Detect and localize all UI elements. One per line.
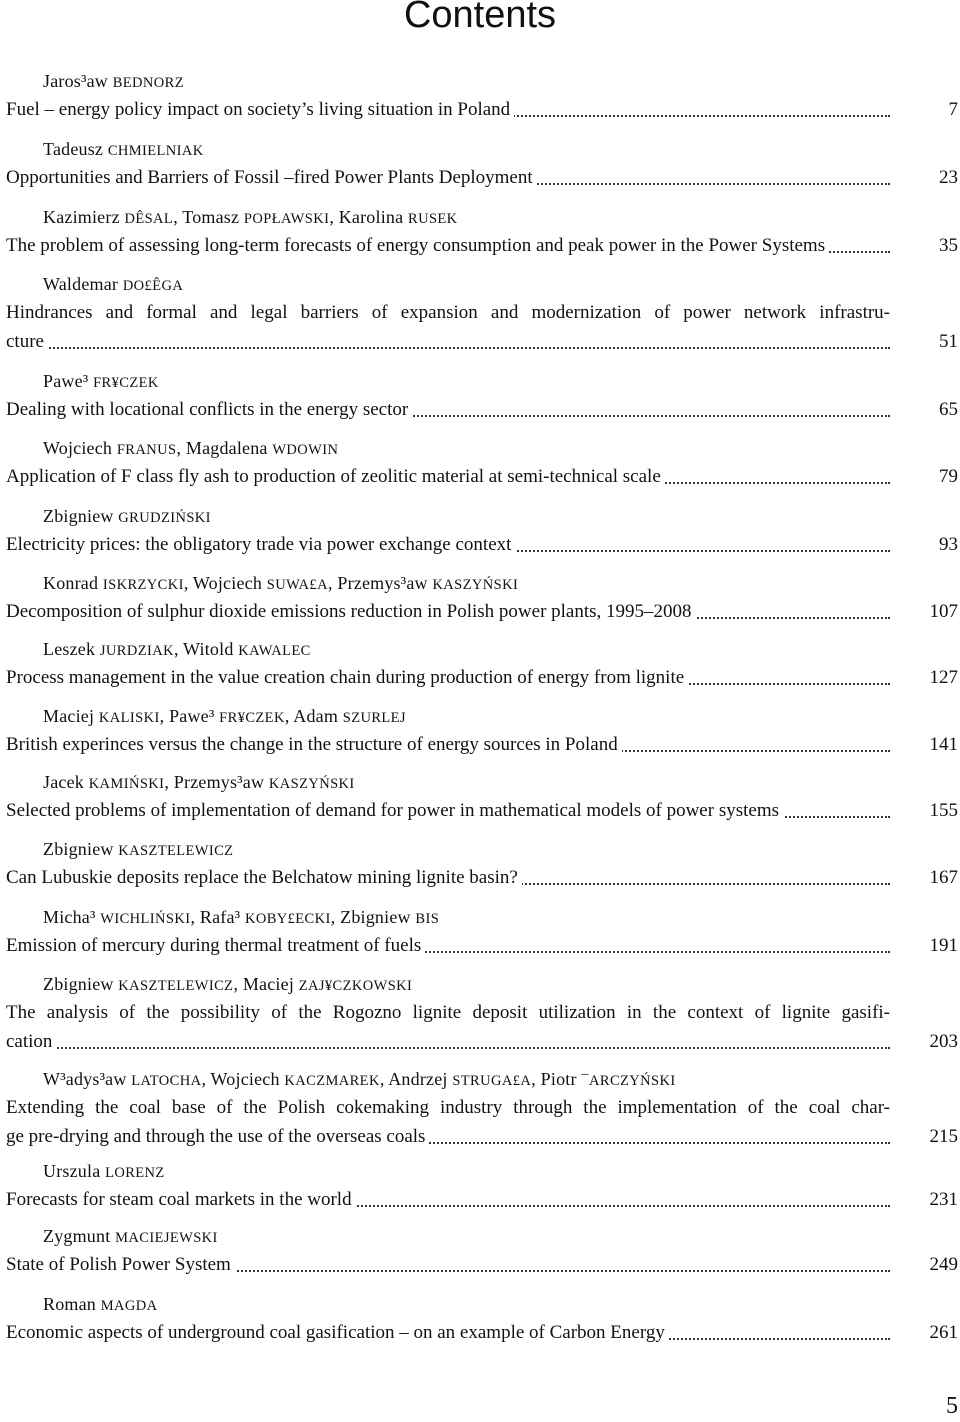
toc-authors: Leszek JURDZIAK, Witold KAWALEC — [43, 639, 311, 659]
toc-title: Application of F class fly ash to production of zeolitic material at semi-technical scale — [6, 466, 665, 487]
author-family-name: KAMIŃSKI — [88, 776, 165, 792]
toc-page-number: 215 — [929, 1126, 958, 1147]
toc-title: British experinces versus the change in the structure of energy sources in Poland — [6, 734, 622, 755]
toc-title: The analysis of the possibility of the Rogozno lignite deposit utilization in the context of lignite gasifi- — [6, 1002, 890, 1023]
toc-title: Can Lubuskie deposits replace the Belchatow mining lignite basin? — [6, 867, 522, 888]
author-given-name: Wojciech — [192, 573, 267, 593]
author-family-name: DÊSAL — [124, 211, 174, 227]
toc-title: Dealing with locational conflicts in the energy sector — [6, 399, 412, 420]
toc-title-leader — [6, 97, 890, 123]
toc-page-number: 93 — [939, 534, 958, 555]
toc-page-number: 107 — [929, 601, 958, 622]
author-given-name: Rafa³ — [199, 907, 245, 927]
toc-title: Hindrances and formal and legal barriers of expansion and modernization of power network infrastru- — [6, 302, 890, 323]
toc-page-number: 35 — [939, 235, 958, 256]
author-family-name: ZAJ¥CZKOWSKI — [298, 978, 413, 994]
toc-authors — [43, 1160, 165, 1184]
toc-title: Selected problems of implementation of demand for power in mathematical models of power systems — [6, 800, 783, 821]
toc-page-number: 23 — [939, 167, 958, 188]
toc-page-number: 65 — [939, 399, 958, 420]
author-family-name: GRUDZIŃSKI — [118, 510, 211, 526]
author-given-name: Adam — [293, 706, 343, 726]
toc-page-number: 191 — [929, 935, 958, 956]
toc-title-leader — [6, 397, 890, 423]
toc-title-leader — [6, 1029, 890, 1055]
author-given-name: Maciej — [43, 706, 99, 726]
toc-authors — [43, 138, 204, 162]
author-family-name: SZURLEJ — [342, 710, 406, 726]
toc-title-leader — [6, 1187, 890, 1213]
toc-title-leader — [6, 1124, 890, 1150]
toc-page-number: 51 — [939, 331, 958, 352]
author-family-name: MAGDA — [100, 1298, 158, 1314]
author-given-name: Roman — [43, 1294, 101, 1314]
author-family-name: MACIEJEWSKI — [115, 1230, 218, 1246]
author-given-name: Kazimierz — [43, 207, 125, 227]
author-family-name: CHMIELNIAK — [107, 143, 204, 159]
toc-authors: Maciej KALISKI, Pawe³ FR¥CZEK, Adam SZURLEJ — [43, 706, 406, 726]
author-family-name: LATOCHA — [131, 1073, 202, 1089]
author-family-name: KOBY£ECKI — [244, 911, 331, 927]
author-given-name: Zbigniew — [43, 839, 119, 859]
author-given-name: Zbigniew — [43, 974, 119, 994]
author-family-name: WICHLIŃSKI — [100, 911, 191, 927]
author-family-name: KASZYŃSKI — [432, 577, 519, 593]
toc-title-leader — [6, 732, 890, 758]
author-given-name: Zbigniew — [340, 907, 416, 927]
toc-authors — [43, 505, 211, 529]
toc-authors: Wojciech FRANUS, Magdalena WDOWIN — [43, 438, 339, 458]
author-family-name: FR¥CZEK — [93, 375, 159, 391]
toc-title: Extending the coal base of the Polish cokemaking industry through the implementation of the coal char- — [6, 1097, 890, 1118]
toc-page-number: 79 — [939, 466, 958, 487]
author-given-name: Piotr — [540, 1069, 582, 1089]
author-given-name: Maciej — [242, 974, 299, 994]
author-given-name: Micha³ — [43, 907, 101, 927]
toc-title-leader — [6, 233, 890, 259]
author-given-name: Waldemar — [43, 274, 123, 294]
toc-authors: Zbigniew KASZTELEWICZ, Maciej ZAJ¥CZKOWSKI — [43, 974, 413, 994]
author-given-name: Tadeusz — [43, 139, 108, 159]
toc-authors: Micha³ WICHLIŃSKI, Rafa³ KOBY£ECKI, Zbigniew BIS — [43, 907, 440, 927]
toc-authors — [43, 1293, 157, 1317]
author-given-name: Karolina — [338, 207, 408, 227]
author-family-name: KASZYŃSKI — [268, 776, 355, 792]
toc-title: Decomposition of sulphur dioxide emissions reduction in Polish power plants, 1995–2008 — [6, 601, 696, 622]
toc-authors: W³adys³aw LATOCHA, Wojciech KACZMAREK, Andrzej STRUGA£A, Piotr ¯ARCZYŃSKI — [43, 1069, 676, 1089]
toc-title-leader — [6, 329, 890, 355]
toc-authors: Kazimierz DÊSAL, Tomasz POPŁAWSKI, Karolina RUSEK — [43, 207, 458, 227]
toc-title: Economic aspects of underground coal gasification – on an example of Carbon Energy — [6, 1322, 669, 1343]
author-given-name: Przemys³aw — [173, 772, 269, 792]
page-number: 5 — [946, 1393, 958, 1419]
author-given-name: Konrad — [43, 573, 103, 593]
toc-title-leader — [6, 532, 890, 558]
toc-authors: Konrad ISKRZYCKI, Wojciech SUWA£A, Przemys³aw KASZYŃSKI — [43, 573, 519, 593]
toc-page-number: 261 — [929, 1322, 958, 1343]
toc-title-leader — [6, 1320, 890, 1346]
author-family-name: FR¥CZEK — [219, 710, 285, 726]
author-given-name: W³adys³aw — [43, 1069, 132, 1089]
toc-title-leader — [6, 1252, 890, 1278]
toc-title: cation — [6, 1031, 56, 1052]
toc-authors — [43, 70, 184, 94]
author-given-name: Pawe³ — [43, 371, 94, 391]
toc-authors — [43, 273, 183, 297]
author-family-name: LORENZ — [105, 1165, 165, 1181]
toc-page-number: 7 — [948, 99, 958, 120]
author-family-name: KACZMAREK — [284, 1073, 380, 1089]
toc-title: The problem of assessing long-term forecasts of energy consumption and peak power in the Power Systems — [6, 235, 829, 256]
toc-page-number: 167 — [929, 867, 958, 888]
author-family-name: BIS — [415, 911, 440, 927]
toc-title-leader — [6, 599, 890, 625]
author-given-name: Tomasz — [182, 207, 244, 227]
toc-page-number: 141 — [929, 734, 958, 755]
toc-title: Opportunities and Barriers of Fossil –fired Power Plants Deployment — [6, 167, 537, 188]
toc-title: Electricity prices: the obligatory trade via power exchange context — [6, 534, 515, 555]
toc-page-number: 249 — [929, 1254, 958, 1275]
toc-authors — [43, 1225, 218, 1249]
author-family-name: KASZTELEWICZ — [118, 843, 234, 859]
toc-title-leader — [6, 165, 890, 191]
author-given-name: Magdalena — [185, 438, 273, 458]
author-family-name: WDOWIN — [272, 442, 339, 458]
toc-title: State of Polish Power System — [6, 1254, 235, 1275]
author-given-name: Leszek — [43, 639, 100, 659]
toc-title: Fuel – energy policy impact on society’s living situation in Poland — [6, 99, 514, 120]
author-given-name: Jaros³aw — [43, 71, 113, 91]
author-family-name: DO£ÊGA — [122, 278, 184, 294]
author-given-name: Zygmunt — [43, 1226, 116, 1246]
toc-title-leader — [6, 464, 890, 490]
toc-title-leader — [6, 665, 890, 691]
toc-page-number: 231 — [929, 1189, 958, 1210]
author-family-name: ¯ARCZYŃSKI — [581, 1073, 676, 1089]
author-given-name: Pawe³ — [169, 706, 220, 726]
author-given-name: Zbigniew — [43, 506, 119, 526]
toc-title: Process management in the value creation chain during production of energy from lignite — [6, 667, 688, 688]
author-family-name: KASZTELEWICZ — [118, 978, 234, 994]
author-family-name: RUSEK — [408, 211, 458, 227]
toc-page-number: 127 — [929, 667, 958, 688]
author-family-name: BEDNORZ — [112, 75, 184, 91]
author-family-name: STRUGA£A — [452, 1073, 532, 1089]
author-given-name: Wojciech — [43, 438, 117, 458]
author-given-name: Wojciech — [210, 1069, 285, 1089]
toc-title: Emission of mercury during thermal treatment of fuels — [6, 935, 425, 956]
author-given-name: Przemys³aw — [337, 573, 433, 593]
author-family-name: SUWA£A — [266, 577, 328, 593]
toc-authors — [43, 838, 233, 862]
toc-title: cture — [6, 331, 48, 352]
author-family-name: KAWALEC — [238, 643, 311, 659]
toc-authors: Jacek KAMIŃSKI, Przemys³aw KASZYŃSKI — [43, 772, 355, 792]
toc-title: Forecasts for steam coal markets in the world — [6, 1189, 356, 1210]
author-family-name: POPŁAWSKI — [243, 211, 330, 227]
toc-page-number: 155 — [929, 800, 958, 821]
author-given-name: Jacek — [43, 772, 89, 792]
author-family-name: JURDZIAK — [99, 643, 174, 659]
toc-title-leader — [6, 865, 890, 891]
toc-page-number: 203 — [929, 1031, 958, 1052]
author-family-name: FRANUS — [116, 442, 177, 458]
author-given-name: Urszula — [43, 1161, 106, 1181]
author-family-name: ISKRZYCKI — [102, 577, 184, 593]
toc-authors — [43, 370, 159, 394]
author-given-name: Andrzej — [388, 1069, 453, 1089]
author-family-name: KALISKI — [98, 710, 160, 726]
toc-title-leader — [6, 798, 890, 824]
page-title: Contents — [403, 0, 557, 36]
author-given-name: Witold — [183, 639, 239, 659]
toc-title: ge pre-drying and through the use of the overseas coals — [6, 1126, 429, 1147]
toc-title-leader — [6, 933, 890, 959]
